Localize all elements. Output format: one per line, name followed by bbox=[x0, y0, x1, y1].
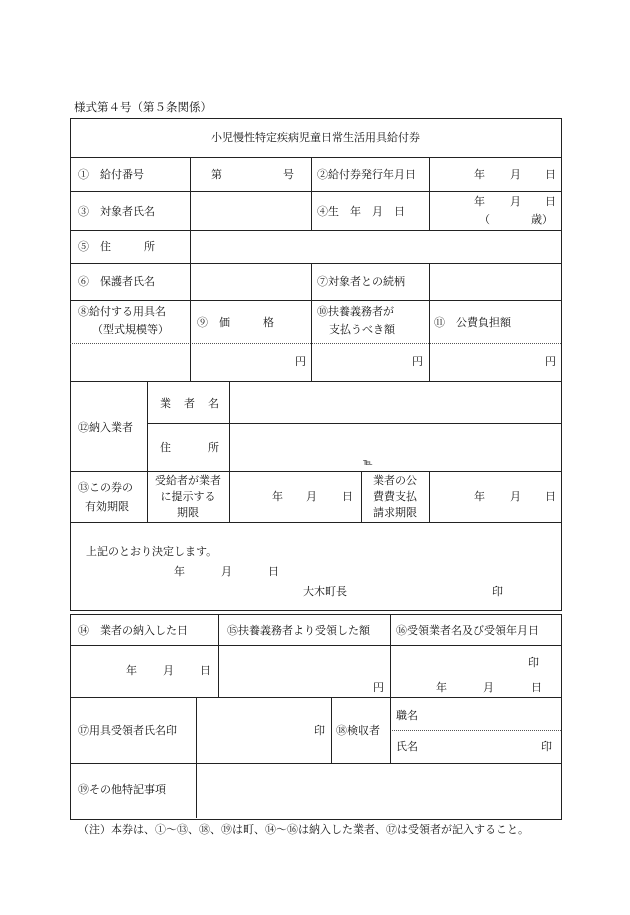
claim-month: 月 bbox=[510, 490, 521, 503]
price-yen: 円 bbox=[295, 355, 306, 368]
col-rule bbox=[429, 263, 430, 381]
label-relationship: ⑦対象者との続柄 bbox=[317, 275, 405, 288]
rule bbox=[70, 522, 561, 523]
present-day: 日 bbox=[342, 490, 353, 503]
rule bbox=[70, 471, 561, 472]
present-year: 年 bbox=[272, 490, 283, 503]
label-claim-deadline-3: 請求期限 bbox=[373, 506, 417, 519]
label-other-notes: ⑲その他特記事項 bbox=[78, 783, 166, 796]
footnote: （注）本券は、①～⑬、⑱、⑲は町、⑭～⑯は納入した業者、⑰は受領者が記入すること。 bbox=[78, 823, 529, 836]
rule bbox=[70, 230, 561, 231]
received-day: 日 bbox=[531, 681, 542, 694]
col-rule bbox=[331, 697, 332, 763]
label-subject-name: ③ 対象者氏名 bbox=[78, 205, 155, 218]
dotted-rule bbox=[390, 730, 561, 731]
label-inspector-name: 氏名 bbox=[396, 740, 418, 753]
tel-mark: ℡ bbox=[363, 458, 373, 468]
col-rule bbox=[311, 157, 312, 230]
age-close: 歳） bbox=[531, 213, 553, 226]
delivery-day: 日 bbox=[200, 664, 211, 677]
col-rule bbox=[429, 157, 430, 230]
dotted-rule bbox=[70, 343, 561, 344]
decision-month: 月 bbox=[221, 565, 232, 578]
decision-text: 上記のとおり決定します。 bbox=[86, 545, 218, 558]
issue-number-dai: 第 bbox=[211, 168, 222, 181]
present-month: 月 bbox=[306, 490, 317, 503]
col-rule bbox=[196, 697, 197, 818]
form-title: 小児慢性特定疾病児童日常生活用具給付券 bbox=[211, 131, 420, 144]
birth-year: 年 bbox=[474, 195, 485, 208]
label-guardian-payment: ⑩扶養義務者が bbox=[317, 305, 394, 318]
label-received-amount: ⑮扶養義務者より受領した額 bbox=[227, 624, 370, 637]
label-birth-date: ④生 年 月 日 bbox=[317, 205, 405, 218]
public-yen: 円 bbox=[545, 355, 556, 368]
label-address: ⑤ 住 所 bbox=[78, 240, 155, 253]
rule bbox=[70, 645, 561, 646]
col-rule bbox=[190, 230, 191, 263]
label-price: ⑨ 価 格 bbox=[197, 316, 274, 329]
label-guardian-payment-2: 支払うべき額 bbox=[329, 323, 395, 336]
label-present-deadline-2: に提示する bbox=[160, 490, 216, 503]
label-validity-2: 有効期限 bbox=[85, 500, 129, 513]
issue-number-go: 号 bbox=[283, 168, 294, 181]
label-inspector: ⑱検収者 bbox=[336, 724, 380, 737]
col-rule bbox=[190, 157, 191, 230]
col-rule bbox=[429, 471, 430, 522]
label-claim-deadline-2: 費費支払 bbox=[373, 490, 417, 503]
label-issue-date: ②給付券発行年月日 bbox=[317, 168, 416, 181]
label-inspector-post: 職名 bbox=[396, 709, 418, 722]
decision-year: 年 bbox=[174, 565, 185, 578]
col-rule bbox=[218, 614, 219, 697]
col-rule bbox=[390, 614, 391, 763]
issue-date-month: 月 bbox=[510, 168, 521, 181]
label-public-burden: ⑪ 公費負担額 bbox=[434, 316, 511, 329]
rule bbox=[70, 157, 561, 158]
col-rule bbox=[311, 263, 312, 381]
received-month: 月 bbox=[483, 681, 494, 694]
mayor-title: 大木町長 bbox=[303, 585, 347, 598]
received-year: 年 bbox=[436, 681, 447, 694]
age-open: （ bbox=[479, 213, 490, 226]
label-delivery-date: ⑭ 業者の納入した日 bbox=[78, 624, 188, 637]
label-present-deadline-3: 期限 bbox=[177, 506, 199, 519]
label-supplier-name: 業 者 名 bbox=[160, 397, 220, 410]
claim-year: 年 bbox=[474, 490, 485, 503]
col-rule bbox=[190, 263, 191, 381]
rule bbox=[70, 191, 561, 192]
delivery-month: 月 bbox=[163, 664, 174, 677]
delivery-year: 年 bbox=[126, 664, 137, 677]
label-item-name: ⑧給付する用具名 bbox=[78, 305, 166, 318]
issue-date-day: 日 bbox=[545, 168, 556, 181]
col-rule bbox=[229, 381, 230, 522]
label-validity: ⑬この券の bbox=[78, 481, 133, 494]
label-claim-deadline-1: 業者の公 bbox=[373, 474, 417, 487]
rule bbox=[70, 381, 561, 382]
mayor-seal: 印 bbox=[492, 585, 503, 598]
issue-date-year: 年 bbox=[474, 168, 485, 181]
recipient-seal: 印 bbox=[314, 724, 325, 737]
label-present-deadline-1: 受給者が業者 bbox=[155, 474, 221, 487]
label-supplier: ⑫納入業者 bbox=[78, 421, 133, 434]
rule bbox=[70, 697, 561, 698]
label-item-spec: （型式規模等） bbox=[92, 323, 169, 336]
inspector-seal: 印 bbox=[541, 740, 552, 753]
birth-month: 月 bbox=[510, 195, 521, 208]
birth-day: 日 bbox=[545, 195, 556, 208]
label-issue-number: ① 給付番号 bbox=[78, 168, 144, 181]
received-yen: 円 bbox=[373, 681, 384, 694]
payment-yen: 円 bbox=[412, 355, 423, 368]
claim-day: 日 bbox=[545, 490, 556, 503]
decision-day: 日 bbox=[268, 565, 279, 578]
label-guardian-name: ⑥ 保護者氏名 bbox=[78, 275, 155, 288]
rule bbox=[70, 300, 561, 301]
rule bbox=[70, 263, 561, 264]
form-number: 様式第４号（第５条関係） bbox=[74, 100, 212, 114]
rule bbox=[70, 763, 561, 764]
rule bbox=[147, 423, 561, 424]
label-recipient: ⑰用具受領者氏名印 bbox=[78, 724, 177, 737]
label-supplier-address: 住 所 bbox=[160, 441, 220, 454]
label-receiver: ⑯受領業者名及び受領年月日 bbox=[396, 624, 539, 637]
receiver-seal: 印 bbox=[528, 656, 539, 669]
